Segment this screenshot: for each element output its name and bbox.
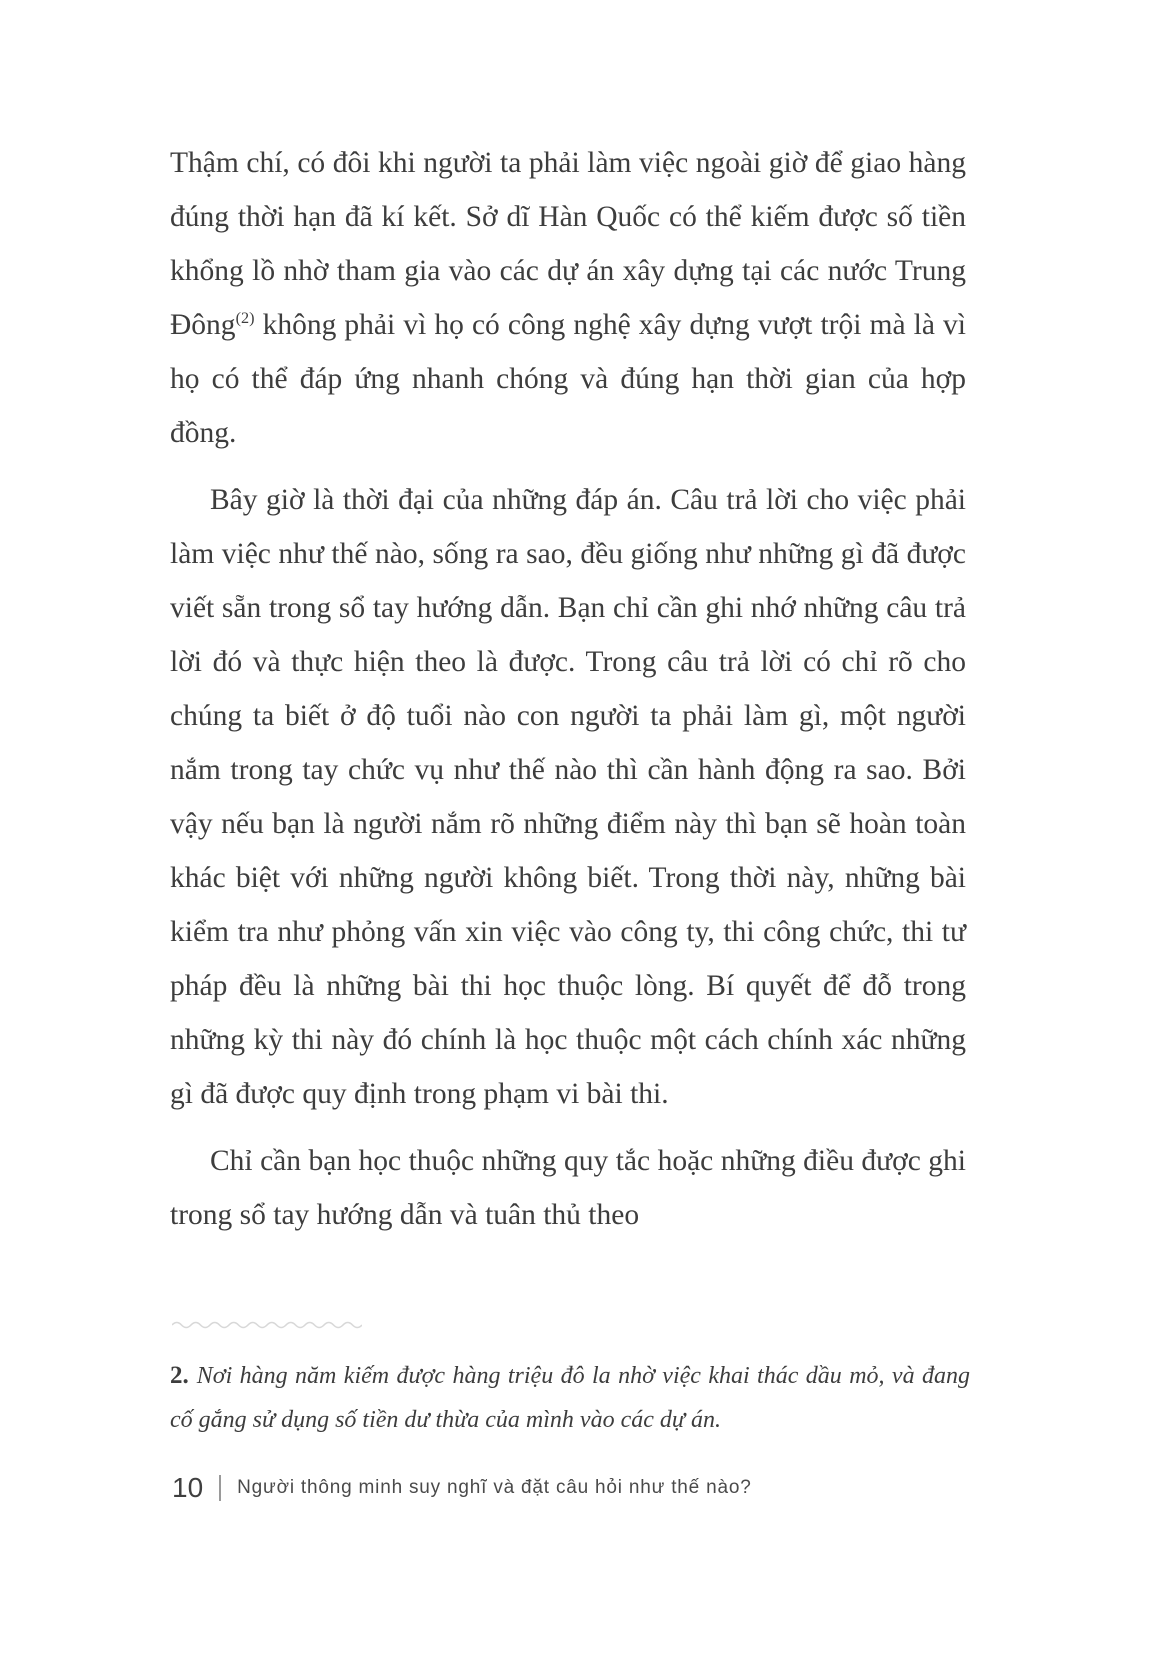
paragraph-text: không phải vì họ có công nghệ xây dựng vượt trội mà là vì họ có thể đáp ứng nhanh chóng và đúng hạn thời gian của hợp đồng. (170, 309, 966, 449)
footnote (170, 1354, 970, 1442)
footer-divider (219, 1475, 221, 1501)
page-number: 10 (172, 1472, 204, 1503)
footnote-marker: 2. (170, 1362, 189, 1389)
paragraph: Chỉ cần bạn học thuộc những quy tắc hoặc những điều được ghi trong sổ tay hướng dẫn và tuân thủ theo (170, 1145, 966, 1231)
paragraph-text: Thậm chí, có đôi khi người ta phải làm việc ngoài giờ để giao hàng đúng thời hạn đã kí kết. Sở dĩ Hàn Quốc có thể kiếm được số tiền khổng lồ nhờ tham gia vào các dự án xây dựng tại các nước Trung Đông (170, 147, 966, 341)
book-title: Người thông minh suy nghĩ và đặt câu hỏi như thế nào? (237, 1477, 752, 1498)
footnote-separator-squiggle (172, 1320, 362, 1330)
page-body (170, 136, 966, 1255)
footnote-area (170, 1320, 970, 1466)
footnote-text: Nơi hàng năm kiếm được hàng triệu đô la nhờ việc khai thác dầu mỏ, và đang cố gắng sử dụng số tiền dư thừa của mình vào các dự án. (170, 1363, 970, 1433)
paragraph: Bây giờ là thời đại của những đáp án. Câu trả lời cho việc phải làm việc như thế nào, sống ra sao, đều giống như những gì đã được viết sẵn trong sổ tay hướng dẫn. Bạn chỉ cần ghi nhớ những câu trả lời đó và thực hiện theo là được. Trong câu trả lời có chỉ rõ cho chúng ta biết ở độ tuổi nào con người ta phải làm gì, một người nắm trong tay chức vụ như thế nào thì cần hành động ra sao. Bởi vậy nếu bạn là người nắm rõ những điểm này thì bạn sẽ hoàn toàn khác biệt với những người không biết. Trong thời này, những bài kiểm tra như phỏng vấn xin việc vào công ty, thi công chức, thi tư pháp đều là những bài thi học thuộc lòng. Bí quyết để đỗ trong những kỳ thi này đó chính là học thuộc một cách chính xác những gì đã được quy định trong phạm vi bài thi. (170, 484, 966, 1110)
page-footer (172, 1472, 752, 1504)
footnote-reference: (2) (235, 309, 255, 328)
paragraph (170, 136, 966, 460)
